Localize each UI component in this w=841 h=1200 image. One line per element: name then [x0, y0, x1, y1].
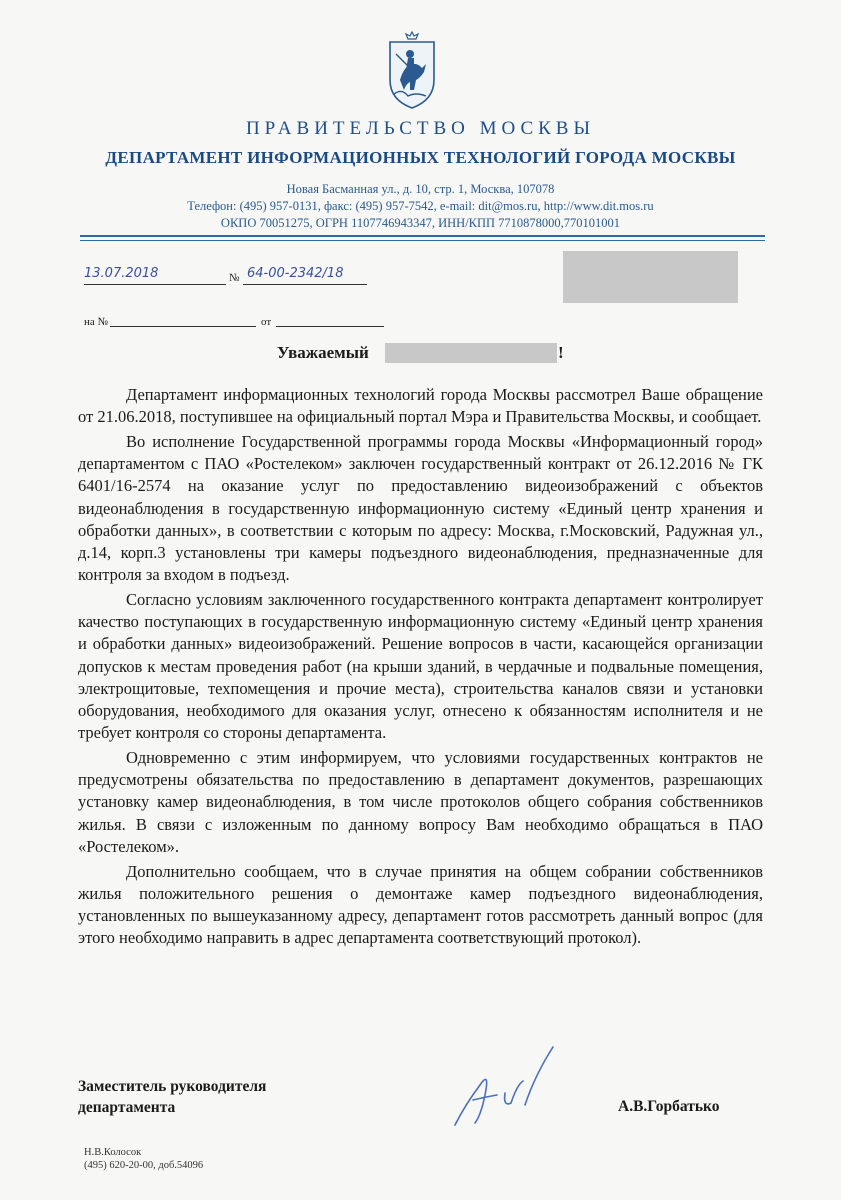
executor-phone: (495) 620-20-00, доб.54096 — [84, 1160, 204, 1171]
signatory-position-line: департамента — [78, 1099, 176, 1116]
department-title: ДЕПАРТАМЕНТ ИНФОРМАЦИОННЫХ ТЕХНОЛОГИЙ ГОРОДА МОСКВЫ — [105, 148, 736, 167]
number-underline — [243, 284, 367, 285]
header-divider-thin — [80, 240, 765, 241]
department-contacts: Телефон: (495) 957-0131, факс: (495) 957-7542, e-mail: dit@mos.ru, http://www.dit.mos.ru — [187, 199, 654, 213]
number-label: № — [229, 272, 240, 284]
outgoing-date: 13.07.2018 — [84, 266, 159, 281]
handwritten-signature-icon — [445, 1045, 565, 1135]
body-paragraph: Дополнительно сообщаем, что в случае принятия на общем собрании собственников жилья положительного решения о демонтаже камер подъездного видеонаблюдения, установленных по вышеуказанному адресу, департамент готов рассмотреть данный вопрос (для этого необходимо направить в адрес департамента соответствующий протокол). — [78, 861, 763, 948]
salutation-end: ! — [558, 343, 564, 362]
moscow-coat-of-arms-icon — [386, 30, 438, 110]
outgoing-number: 64-00-2342/18 — [247, 266, 344, 281]
department-address: Новая Басманная ул., д. 10, стр. 1, Москва, 107078 — [286, 182, 555, 196]
reply-date-underline — [276, 326, 384, 327]
signatory-position — [78, 1076, 266, 1118]
body-paragraph: Одновременно с этим информируем, что условиями государственных контрактов не предусмотрены обязательства по предоставлению в департамент документов, разрешающих установку камер видеонаблюдения, в том числе протоколов общего собрания собственников жилья. В связи с изложенным по данному вопросу Вам необходимо обращаться в ПАО «Ростелеком». — [78, 748, 763, 856]
body-paragraph: Во исполнение Государственной программы города Москвы «Информационный город» департаментом с ПАО «Ростелеком» заключен государственный контракт от 26.12.2016 № ГК 6401/16-2574 на оказание услуг по предоставлению видеоизображений с объектов видеонаблюдения в государственную информационную систему «Единый центр хранения и обработки данных», в соответствии с которым по адресу: Москва, г.Московский, Радужная ул., д.14, корп.3 установлены три камеры подъездного видеонаблюдения, предназначенные для контроля за входом в подъезд. — [78, 432, 763, 585]
government-title: ПРАВИТЕЛЬСТВО МОСКВЫ — [245, 118, 596, 139]
redacted-recipient-address — [563, 251, 738, 303]
date-underline — [84, 284, 226, 285]
executor-name: Н.В.Колосок — [84, 1147, 142, 1158]
reply-to-date-label: от — [261, 316, 272, 328]
letter-body — [78, 384, 763, 952]
header-divider — [80, 235, 765, 237]
body-paragraph: Согласно условиям заключенного государственного контракта департамент контролирует качество поступающих в государственную информационную систему «Единый центр хранения и обработки данных» видеоизображений. Решение вопросов в части, касающейся организации допусков к местам проведения работ (на крыши зданий, в чердачные и подвальные помещения, электрощитовые, техпомещения и прочие места), строительства каналов связи и установки оборудования, необходимого для оказания услуг, отнесено к обязанностям исполнителя и не требует контроля со стороны департамента. — [78, 590, 763, 743]
body-paragraph: Департамент информационных технологий города Москвы рассмотрел Ваше обращение от 21.06.2018, поступившее на официальный портал Мэра и Правительства Москвы, и сообщает. — [78, 385, 763, 427]
executor-info — [84, 1146, 203, 1172]
signatory-name: А.В.Горбатько — [618, 1098, 720, 1115]
department-codes: ОКПО 70051275, ОГРН 1107746943347, ИНН/КПП 7710878000,770101001 — [220, 216, 621, 230]
salutation: Уважаемый — [277, 343, 369, 362]
signatory-position-line: Заместитель руководителя — [78, 1078, 267, 1095]
redacted-recipient-name — [385, 343, 557, 363]
reply-number-underline — [110, 326, 256, 327]
reply-to-number-label: на № — [84, 316, 109, 328]
